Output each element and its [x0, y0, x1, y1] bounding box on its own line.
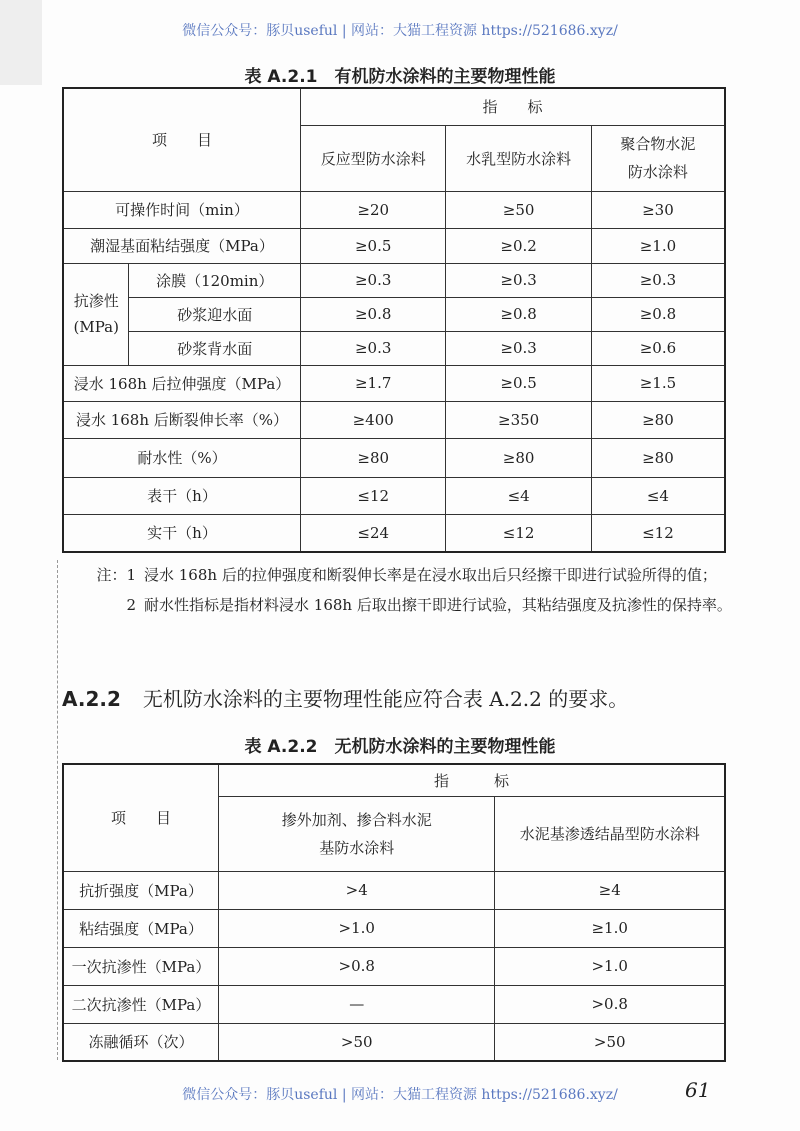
- cell-value: ≥0.8: [301, 297, 446, 331]
- table-row: [63, 947, 725, 985]
- table-row: [63, 331, 725, 365]
- row-label: 一次抗渗性（MPa）: [63, 947, 219, 985]
- row-label: 二次抗渗性（MPa）: [63, 985, 219, 1023]
- cell-value: ≤12: [301, 477, 446, 514]
- cell-value: ≥4: [495, 871, 725, 909]
- table-row: [63, 365, 725, 401]
- table-row: [63, 191, 725, 228]
- scan-margin-line: [57, 560, 58, 1060]
- row-label: 潮湿基面粘结强度（MPa）: [63, 228, 301, 263]
- table1-header-index: 指 标: [301, 88, 726, 125]
- cell-value: ≥0.5: [301, 228, 446, 263]
- cell-value: >1.0: [219, 909, 495, 947]
- cell-value: >1.0: [495, 947, 725, 985]
- cell-value: ≥0.6: [591, 331, 725, 365]
- table1-title: 表 A.2.1 有机防水涂料的主要物理性能: [244, 67, 556, 87]
- cell-value: >0.8: [495, 985, 725, 1023]
- cell-value: >0.8: [219, 947, 495, 985]
- cell-value: ≤4: [591, 477, 725, 514]
- row-label: 耐水性（%）: [63, 438, 301, 477]
- section-heading: [62, 683, 628, 712]
- cell-value: ≤24: [301, 514, 446, 552]
- cell-value: ≥0.3: [591, 263, 725, 297]
- note-key: 注：1: [96, 566, 136, 584]
- section-text: 无机防水涂料的主要物理性能应符合表 A.2.2 的要求。: [142, 687, 629, 711]
- table1-col-header: 反应型防水涂料: [301, 125, 446, 191]
- row-label: 表干（h）: [63, 477, 301, 514]
- watermark-top: 微信公众号：豚贝useful | 网站：大猫工程资源 https://521686.xyz/: [182, 23, 618, 39]
- row-label: 抗折强度（MPa）: [63, 871, 219, 909]
- table-row: [63, 477, 725, 514]
- table2-header-index: 指 标: [219, 764, 725, 796]
- cell-value: ≥1.0: [495, 909, 725, 947]
- watermark-bottom: 微信公众号：豚贝useful | 网站：大猫工程资源 https://521686.xyz/: [182, 1087, 618, 1103]
- table1: [62, 87, 726, 553]
- table-row: [63, 1023, 725, 1061]
- cell-value: ≥0.3: [301, 331, 446, 365]
- cell-value: ≥50: [446, 191, 591, 228]
- cell-value: >50: [495, 1023, 725, 1061]
- cell-value: ≥80: [446, 438, 591, 477]
- table-row: [63, 297, 725, 331]
- page-number: 61: [685, 1078, 711, 1102]
- cell-value: ≥0.3: [446, 331, 591, 365]
- row-label: 砂浆迎水面: [129, 297, 301, 331]
- row-label: 浸水 168h 后断裂伸长率（%）: [63, 401, 301, 438]
- cell-value: ≥80: [301, 438, 446, 477]
- cell-value: ≥0.3: [301, 263, 446, 297]
- table2-title: 表 A.2.2 无机防水涂料的主要物理性能: [244, 737, 556, 757]
- cell-value: ≥1.5: [591, 365, 725, 401]
- table-row: [63, 228, 725, 263]
- table-row: [63, 985, 725, 1023]
- row-label: 涂膜（120min）: [129, 263, 301, 297]
- table-row: [63, 401, 725, 438]
- cell-value: ≤12: [591, 514, 725, 552]
- table1-notes: [72, 560, 732, 620]
- table-row: [63, 263, 725, 297]
- table1-col-header: 聚合物水泥防水涂料: [591, 125, 725, 191]
- section-number: A.2.2: [62, 687, 121, 711]
- cell-value: ≥1.0: [591, 228, 725, 263]
- cell-value: ≥0.2: [446, 228, 591, 263]
- table1-col-header: 水乳型防水涂料: [446, 125, 591, 191]
- table2-col-header: 掺外加剂、掺合料水泥基防水涂料: [219, 796, 495, 871]
- table-row: [63, 909, 725, 947]
- cell-value: >50: [219, 1023, 495, 1061]
- group-label: 抗渗性(MPa): [63, 263, 129, 365]
- table1-header-item: 项 目: [63, 88, 301, 191]
- cell-value: ≥80: [591, 438, 725, 477]
- cell-value: —: [219, 985, 495, 1023]
- table2-header-item: 项 目: [63, 764, 219, 871]
- row-label: 冻融循环（次）: [63, 1023, 219, 1061]
- cell-value: ≥0.8: [591, 297, 725, 331]
- note-item: [72, 590, 732, 620]
- cell-value: ≥350: [446, 401, 591, 438]
- table-row: [63, 514, 725, 552]
- cell-value: ≤4: [446, 477, 591, 514]
- row-label: 可操作时间（min）: [63, 191, 301, 228]
- cell-value: ≥0.5: [446, 365, 591, 401]
- cell-value: ≥0.8: [446, 297, 591, 331]
- note-text: 浸水 168h 后的拉伸强度和断裂伸长率是在浸水取出后只经擦干即进行试验所得的值；: [144, 566, 717, 584]
- row-label: 浸水 168h 后拉伸强度（MPa）: [63, 365, 301, 401]
- row-label: 粘结强度（MPa）: [63, 909, 219, 947]
- cell-value: ≥20: [301, 191, 446, 228]
- cell-value: ≥80: [591, 401, 725, 438]
- note-item: [72, 560, 732, 590]
- cell-value: ≥1.7: [301, 365, 446, 401]
- note-key: 2: [126, 596, 136, 614]
- cell-value: ≥0.3: [446, 263, 591, 297]
- cell-value: ≥30: [591, 191, 725, 228]
- cell-value: >4: [219, 871, 495, 909]
- cell-value: ≥400: [301, 401, 446, 438]
- table-row: [63, 871, 725, 909]
- row-label: 砂浆背水面: [129, 331, 301, 365]
- note-text: 耐水性指标是指材料浸水 168h 后取出擦干即进行试验，其粘结强度及抗渗性的保持率。: [144, 596, 732, 614]
- table-row: [63, 438, 725, 477]
- cell-value: ≤12: [446, 514, 591, 552]
- row-label: 实干（h）: [63, 514, 301, 552]
- table2-col-header: 水泥基渗透结晶型防水涂料: [495, 796, 725, 871]
- table2: [62, 763, 726, 1062]
